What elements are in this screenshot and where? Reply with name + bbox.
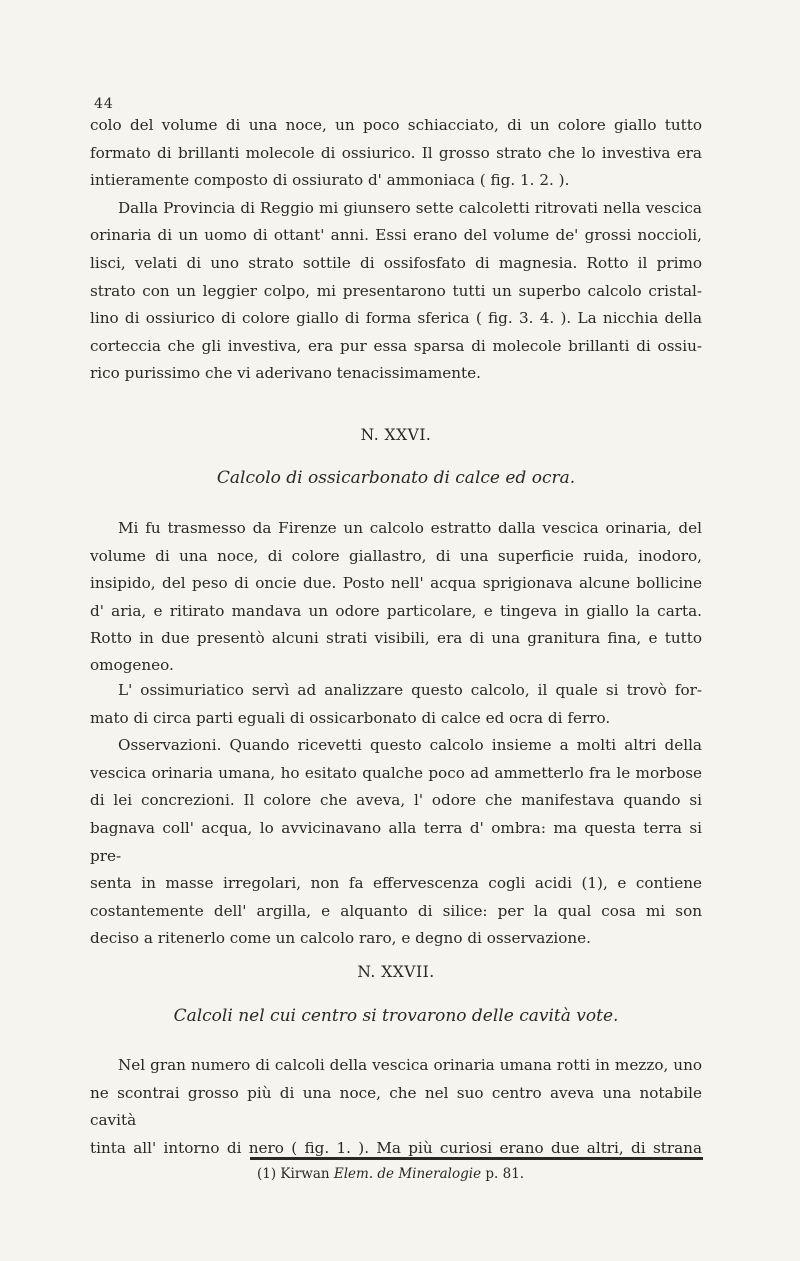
- text-line: lisci, velati di uno strato sottile di ossifosfato di magnesia. Rotto il primo: [90, 253, 702, 272]
- text-line: mato di circa parti eguali di ossicarbonato di calce ed ocra di ferro.: [90, 708, 611, 727]
- text-line: insipido, del peso di oncie due. Posto nell' acqua sprigionava alcune bollicine: [90, 574, 702, 593]
- paragraph-block-2: [90, 515, 702, 953]
- text-line: deciso a ritenerlo come un calcolo raro, e degno di osservazione.: [90, 929, 591, 948]
- text-line: Osservazioni. Quando ricevetti questo calcolo insieme a molti altri della: [118, 736, 702, 755]
- text-line: senta in masse irregolari, non fa effervescenza cogli acidi (1), e contiene: [90, 874, 702, 893]
- footnote-rule: [250, 1157, 703, 1160]
- text-line: Nel gran numero di calcoli della vescica orinaria umana rotti in mezzo, uno: [118, 1056, 702, 1074]
- text-line: L' ossimuriatico servì ad analizzare questo calcolo, il quale si trovò for-: [118, 680, 702, 699]
- text-line: intieramente composto di ossiurato d' ammoniaca ( fig. 1. 2. ).: [90, 171, 570, 190]
- paragraph-block-1: [90, 112, 702, 388]
- footnote-page: p. 81.: [485, 1166, 525, 1182]
- text-line: lino di ossiurico di colore giallo di forma sferica ( fig. 3. 4. ). La nicchia della: [90, 309, 702, 328]
- text-line: omogeneo.: [90, 655, 174, 674]
- section-title: Calcolo di ossicarbonato di calce ed ocra.: [216, 468, 576, 488]
- section-number: N. XXVI.: [360, 426, 432, 444]
- footnote: [257, 1166, 524, 1182]
- text-line: formato di brillanti molecole di ossiurico. Il grosso strato che lo investiva era: [90, 143, 702, 162]
- text-line: rico purissimo che vi aderivano tenacissimamente.: [90, 364, 481, 383]
- text-line: tinta all' intorno di nero ( fig. 1. ). Ma più curiosi erano due altri, di strana: [90, 1138, 702, 1157]
- text-line: di lei concrezioni. Il colore che aveva, l' odore che manifestava quando si: [90, 791, 702, 810]
- text-line: d' aria, e ritirato mandava un odore particolare, e tingeva in giallo la carta.: [90, 601, 702, 620]
- text-line: bagnava coll' acqua, lo avvicinavano alla terra d' ombra: ma questa terra si pre-: [90, 818, 702, 865]
- text-line: vescica orinaria umana, ho esitato qualche poco ad ammetterlo fra le morbose: [90, 763, 702, 782]
- text-line: volume di una noce, di colore giallastro, di una superficie ruida, inodoro,: [90, 546, 702, 565]
- text-line: Rotto in due presentò alcuni strati visibili, era di una granitura fina, e tutto: [90, 629, 702, 648]
- text-line: costantemente dell' argilla, e alquanto di silice: per la qual cosa mi son: [90, 901, 702, 920]
- text-line: corteccia che gli investiva, era pur essa sparsa di molecole brillanti di ossiu-: [90, 336, 702, 355]
- text-line: ne scontrai grosso più di una noce, che nel suo centro aveva una notabile cavità: [90, 1083, 702, 1130]
- text-line: orinaria di un uomo di ottant' anni. Essi erano del volume de' grossi noccioli,: [90, 226, 702, 245]
- text-line: colo del volume di una noce, un poco schiacciato, di un colore giallo tutto: [90, 116, 702, 134]
- text-line: strato con un leggier colpo, mi presentarono tutti un superbo calcolo cristal-: [90, 281, 702, 300]
- text-line: Mi fu trasmesso da Firenze un calcolo estratto dalla vescica orinaria, del: [118, 519, 702, 537]
- section-title: Calcoli nel cui centro si trovarono delle cavità vote.: [173, 1006, 619, 1026]
- footnote-title: Elem. de Mineralogie: [333, 1166, 482, 1182]
- paragraph-block-3: [90, 1052, 702, 1162]
- footnote-author: (1) Kirwan: [257, 1166, 330, 1182]
- section-number: N. XXVII.: [357, 963, 435, 981]
- page-number: 44: [94, 96, 114, 112]
- text-line: Dalla Provincia di Reggio mi giunsero sette calcoletti ritrovati nella vescica: [118, 198, 702, 217]
